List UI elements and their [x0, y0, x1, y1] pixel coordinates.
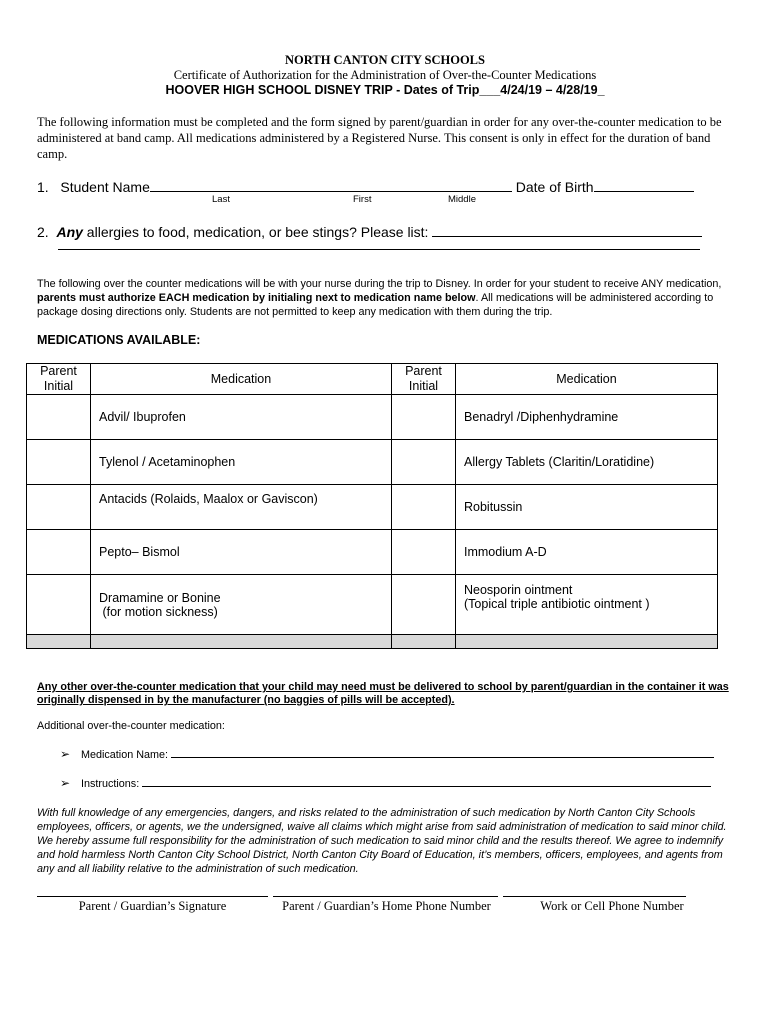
- shaded-cell: [91, 635, 392, 649]
- shaded-cell: [27, 635, 91, 649]
- medication-line: Neosporin ointment: [464, 583, 573, 597]
- medication-cell: Antacids (Rolaids, Maalox or Gaviscon): [91, 485, 392, 530]
- work-phone-line[interactable]: [503, 896, 686, 897]
- initial-cell[interactable]: [392, 530, 456, 575]
- medication-cell: Pepto– Bismol: [91, 530, 392, 575]
- medication-cell: Immodium A-D: [456, 530, 718, 575]
- arrow-bullet-icon: ➢: [60, 747, 71, 761]
- instructions-label: Instructions:: [81, 778, 143, 790]
- allergies-field[interactable]: [432, 222, 702, 237]
- medication-cell: Advil/ Ibuprofen: [91, 395, 392, 440]
- district-title: NORTH CANTON CITY SCHOOLS: [285, 53, 485, 67]
- initial-cell[interactable]: [392, 440, 456, 485]
- medication-cell: Allergy Tablets (Claritin/Loratidine): [456, 440, 718, 485]
- sublabel-middle: Middle: [448, 194, 476, 205]
- medication-name-label: Medication Name:: [81, 749, 172, 761]
- intro-paragraph: The following information must be completed and the form signed by parent/guardian in order for any over-the-counter medication to be administered at band camp. All medications administered by a Registered Nurse. This consent is only in effect for the duration of band camp.: [37, 115, 722, 161]
- table-row: [27, 530, 718, 575]
- header-parent-initial: Parent Initial: [27, 364, 91, 395]
- medication-cell: [91, 575, 392, 635]
- initial-cell[interactable]: [27, 575, 91, 635]
- header-medication: Medication: [456, 364, 718, 395]
- initial-cell[interactable]: [392, 575, 456, 635]
- trip-title: HOOVER HIGH SCHOOL DISNEY TRIP - Dates of Trip___4/24/19 – 4/28/19_: [165, 83, 605, 97]
- medication-cell: Benadryl /Diphenhydramine: [456, 395, 718, 440]
- student-name-row: [37, 177, 694, 195]
- table-row: [27, 575, 718, 635]
- arrow-bullet-icon: ➢: [60, 776, 71, 790]
- initial-cell[interactable]: [27, 530, 91, 575]
- medications-table: [26, 363, 718, 649]
- signature-label: Parent / Guardian’s Signature: [78, 899, 227, 913]
- medication-line: (Topical triple antibiotic ointment ): [464, 597, 650, 611]
- initial-cell[interactable]: [392, 485, 456, 530]
- work-phone-label: Work or Cell Phone Number: [540, 899, 684, 913]
- medication-cell: Robitussin: [456, 485, 718, 530]
- instructions-field[interactable]: [142, 775, 711, 787]
- table-header-row: [27, 364, 718, 395]
- medications-heading: MEDICATIONS AVAILABLE:: [37, 333, 201, 347]
- initial-cell[interactable]: [27, 485, 91, 530]
- otc-paragraph: [37, 277, 727, 319]
- date-of-birth-label: Date of Birth: [515, 179, 594, 195]
- question-number: 2.: [37, 224, 49, 240]
- table-row: [27, 395, 718, 440]
- otc-paragraph-text-end: . All medications will be administered according to package dosing directions only. Students are not permitted to keep any medication with them during the trip.: [37, 292, 714, 318]
- instructions-row: [60, 775, 711, 790]
- student-name-field[interactable]: [150, 177, 512, 192]
- question-number: 1.: [37, 179, 49, 195]
- allergies-field-line-2[interactable]: [58, 249, 700, 250]
- allergies-row: [37, 222, 702, 240]
- otc-paragraph-text: The following over the counter medications will be with your nurse during the trip to Disney. In order for your student to receive ANY medication,: [37, 278, 722, 290]
- signature-line[interactable]: [37, 896, 268, 897]
- header-parent-initial: Parent Initial: [392, 364, 456, 395]
- shaded-cell: [392, 635, 456, 649]
- header-medication: Medication: [91, 364, 392, 395]
- medication-name-field[interactable]: [171, 746, 714, 758]
- otc-paragraph-bold: parents must authorize EACH medication by initialing next to medication name below: [37, 292, 476, 304]
- medication-name-row: [60, 746, 714, 761]
- date-of-birth-field[interactable]: [594, 177, 694, 192]
- table-row: [27, 485, 718, 530]
- sublabel-last: Last: [212, 194, 230, 205]
- initial-cell[interactable]: [392, 395, 456, 440]
- sublabel-first: First: [353, 194, 372, 205]
- initial-cell[interactable]: [27, 395, 91, 440]
- home-phone-line[interactable]: [273, 896, 498, 897]
- medication-cell: Tylenol / Acetaminophen: [91, 440, 392, 485]
- table-shaded-row: [27, 635, 718, 649]
- medication-line: (for motion sickness): [99, 604, 218, 619]
- additional-medication-label: Additional over-the-counter medication:: [37, 720, 225, 732]
- table-row: [27, 440, 718, 485]
- initial-cell[interactable]: [27, 440, 91, 485]
- shaded-cell: [456, 635, 718, 649]
- allergies-emphasis: Any: [56, 224, 83, 240]
- student-name-label: Student Name: [60, 179, 150, 195]
- container-notice: Any other over-the-counter medication that your child may need must be delivered to school by parent/guardian in the container it was originally dispensed in by the manufacturer (no baggies of pills will be accepted).: [37, 681, 729, 706]
- waiver-paragraph: With full knowledge of any emergencies, dangers, and risks related to the administration of such medication by North Canton City Schools employees, officers, or agents, we the undersigned, waive all claims which might arise from said administration of medication to said minor child. We hereby assume full responsibility for the administration of such medication to said minor child and the results thereof. We agree to indemnify and hold harmless North Canton City School District, North Canton City Board of Education, it’s members, officers, employees, and agents from any and all liability relative to the administration of such medication.: [37, 807, 727, 875]
- medication-cell: [456, 575, 718, 635]
- home-phone-label: Parent / Guardian’s Home Phone Number: [282, 899, 491, 913]
- allergies-question: allergies to food, medication, or bee stings? Please list:: [82, 224, 433, 240]
- certificate-title: Certificate of Authorization for the Administration of Over-the-Counter Medications: [173, 68, 597, 82]
- medication-line: Dramamine or Bonine: [99, 590, 221, 605]
